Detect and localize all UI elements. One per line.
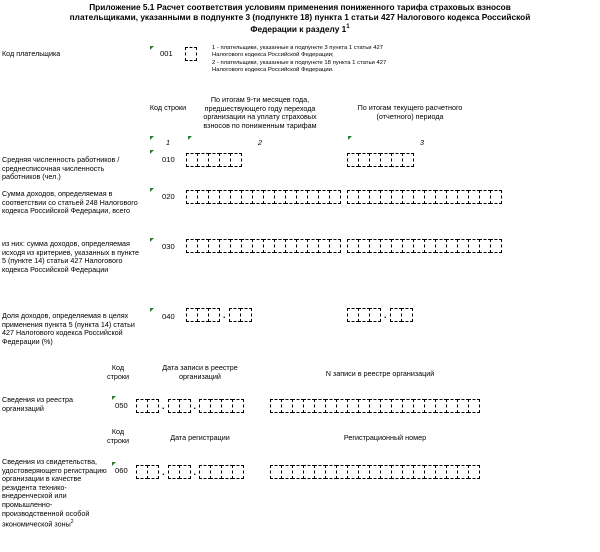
row-060-footnote: 2 xyxy=(70,519,74,526)
decimal-separator: . xyxy=(223,309,226,320)
payer-code-field[interactable] xyxy=(185,46,196,61)
row-010-col3-field[interactable] xyxy=(347,152,413,167)
title-line-2: плательщиками, указанными в подпункте 3 (подпункте 18) пункта 1 статьи 427 Налогового кодекса Российской xyxy=(69,12,531,22)
note-line: 1 - плательщики, указанные в подпункте 3 пункта 1 статьи 427 xyxy=(212,45,384,51)
row-030-col2-field[interactable] xyxy=(186,238,340,253)
row-050-label: Сведения из реестра организаций xyxy=(2,395,74,413)
date-separator: . xyxy=(162,466,165,477)
note-line: Налогового кодекса Российской Федерации; xyxy=(212,52,334,59)
cert-header-number-column: Регистрационный номер xyxy=(343,433,427,442)
row-050-code: 050 xyxy=(115,401,128,410)
row-marker-icon xyxy=(150,136,154,140)
title-footnote: 1 xyxy=(346,24,350,30)
note-line: Налогового кодекса Российской Федерации. xyxy=(212,66,334,73)
date-separator: . xyxy=(193,466,197,477)
input-cell[interactable] xyxy=(230,153,242,167)
row-020-col3-field[interactable] xyxy=(347,189,501,204)
row-020-code: 020 xyxy=(162,192,175,201)
row-marker-icon xyxy=(348,136,352,140)
header-column-2: По итогам 9-ти месяцев года, предшествующего году перехода организации на уплату страховых взносов по пониженным тарифам xyxy=(203,95,317,130)
cert-header-date-column: Дата регистрации xyxy=(170,433,230,442)
row-040-label: Доля доходов, определяемая в целях применения пункта 5 (пункта 14) статьи 427 Налогового кодекса Российской Федерации (%) xyxy=(2,311,135,346)
row-060-number-field[interactable] xyxy=(270,464,479,479)
input-cell[interactable] xyxy=(329,190,341,204)
row-020-label: Сумма доходов, определяемая в соответствии со статьей 248 Налогового кодекса Российской Федерации, всего xyxy=(2,189,138,216)
input-cell[interactable] xyxy=(329,239,341,253)
row-marker-icon xyxy=(150,46,154,50)
row-060-label: Сведения из свидетельства, удостоверяющего регистрацию организации в качестве резидента технико-внедренческой или промышленно-производственной особой экономической зоны$^2$ xyxy=(2,457,107,529)
row-010-label: Средняя численность работников / среднесписочная численность работников (чел.) xyxy=(2,155,120,182)
row-040-code: 040 xyxy=(162,312,175,321)
input-cell[interactable] xyxy=(402,153,414,167)
input-cell[interactable] xyxy=(240,308,252,322)
row-060-code: 060 xyxy=(115,466,128,475)
input-cell[interactable] xyxy=(468,399,480,413)
row-marker-icon xyxy=(112,396,116,400)
payer-code-note xyxy=(212,45,386,74)
date-separator: . xyxy=(162,400,165,411)
row-marker-icon xyxy=(150,150,154,154)
row-010-col2-field[interactable] xyxy=(186,152,241,167)
row-030-label: из них: сумма доходов, определяемая исходя из критериев, указанных в пункте 5 (пункте 14) статьи 427 Налогового кодекса Российской Федерации xyxy=(2,239,140,274)
date-separator: . xyxy=(193,400,197,411)
header-column-3: По итогам текущего расчетного (отчетного) периода xyxy=(357,103,463,121)
cert-header-code-column: Код строки xyxy=(106,427,130,445)
header-code-column: Код строки xyxy=(149,103,187,112)
row-060-date-field[interactable] xyxy=(136,464,243,479)
row-marker-icon xyxy=(188,136,192,140)
title-line-3: Федерации к разделу $1^1$ xyxy=(250,23,350,34)
input-cell[interactable] xyxy=(468,465,480,479)
row-050-date-field[interactable] xyxy=(136,398,243,413)
input-cell[interactable] xyxy=(232,399,244,413)
input-cell[interactable] xyxy=(185,47,197,61)
column-number-2: 2 xyxy=(258,138,262,147)
row-010-code: 010 xyxy=(162,155,175,164)
input-cell[interactable] xyxy=(490,190,502,204)
row-marker-icon xyxy=(150,308,154,312)
input-cell[interactable] xyxy=(401,308,413,322)
input-cell[interactable] xyxy=(490,239,502,253)
title-line-1: Приложение 5.1 Расчет соответствия условиям применения пониженного тарифа страховых взносов xyxy=(89,2,511,12)
row-040-col2-field[interactable] xyxy=(186,307,251,322)
note-line: 2 - плательщики, указанные в подпункте 18 пункта 1 статьи 427 xyxy=(212,59,387,66)
payer-code-number: 001 xyxy=(160,49,173,58)
column-number-1: 1 xyxy=(166,138,170,147)
decimal-separator: . xyxy=(384,309,387,320)
input-cell[interactable] xyxy=(232,465,244,479)
row-030-code: 030 xyxy=(162,242,175,251)
row-050-number-field[interactable] xyxy=(270,398,479,413)
registry-header-date-column: Дата записи в реестре организаций xyxy=(162,363,238,381)
row-040-col3-field[interactable] xyxy=(347,307,412,322)
form-title xyxy=(6,2,594,34)
row-030-col3-field[interactable] xyxy=(347,238,501,253)
row-020-col2-field[interactable] xyxy=(186,189,340,204)
registry-header-code-column: Код строки xyxy=(106,363,130,381)
row-marker-icon xyxy=(150,188,154,192)
column-number-3: 3 xyxy=(420,138,424,147)
registry-header-number-column: N записи в реестре организаций xyxy=(325,369,435,378)
row-marker-icon xyxy=(150,238,154,242)
payer-code-label: Код плательщика xyxy=(2,49,61,58)
